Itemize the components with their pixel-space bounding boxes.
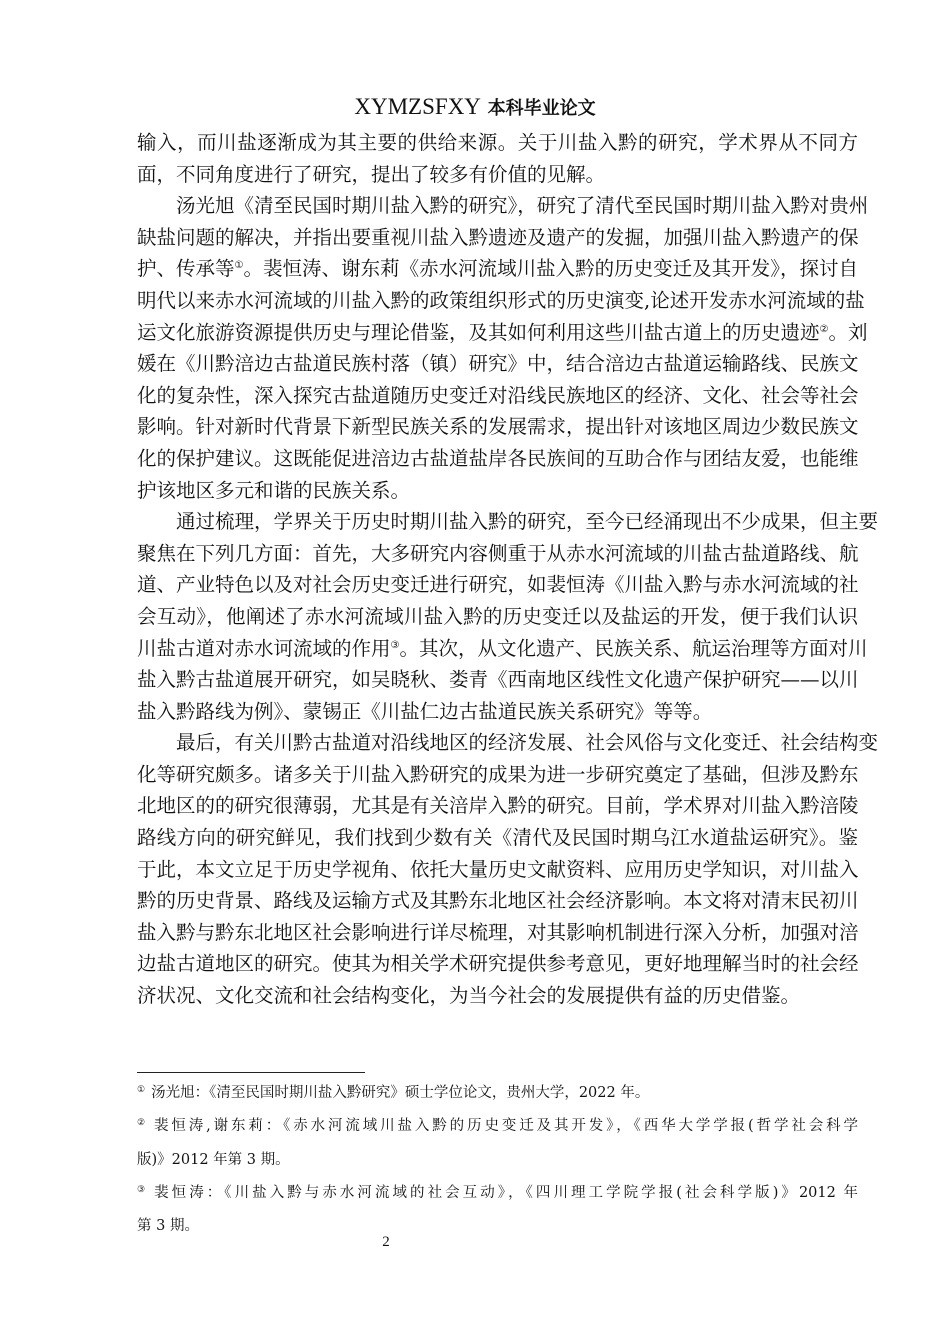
text-segment: 道、产业特色以及对社会历史变迁进行研究，如裴恒涛《川盐入黔与赤水河流域的社 xyxy=(137,573,859,597)
footnote-line xyxy=(137,1077,858,1110)
text-segment: 面，不同角度进行了研究，提出了较多有价值的见解。 xyxy=(137,162,606,186)
text-segment: 输入，而川盐逐渐成为其主要的供给来源。关于川盐入黔的研究，学术界从不同方 xyxy=(137,131,858,154)
paragraph-line xyxy=(137,443,858,475)
text-segment: 路线方向的研究鲜见，我们找到少数有关《清代及民国时期乌江水道盐运研究》。鉴 xyxy=(137,826,858,850)
paragraph-line xyxy=(137,285,865,317)
paragraph-line xyxy=(137,380,858,412)
footnote-line xyxy=(137,1144,858,1177)
footnote xyxy=(137,1110,858,1177)
paragraph-line xyxy=(137,633,868,665)
text-segment: 通过梳理，学界关于历史时期川盐入黔的研究，至今已经涌现出不少成果，但主要 xyxy=(176,510,879,534)
footnote xyxy=(137,1077,858,1110)
text-segment: 。裴恒涛、谢东莉《赤水河流域川盐入黔的历史变迁及其开发》，探讨自 xyxy=(243,257,858,281)
paragraph-line xyxy=(137,317,868,349)
paragraph xyxy=(137,127,858,190)
text-segment: 黔的历史背景、路线及运输方式及其黔东北地区社会经济影响。本文将对清末民初川 xyxy=(137,889,859,913)
footnotes xyxy=(137,1077,858,1243)
footnote-marker: ③ xyxy=(390,639,400,651)
text-segment: 盐入黔古盐道展开研究，如吴晓秋、娄青《西南地区线性文化遗产保护研究——以川 xyxy=(137,668,859,692)
text-segment: 裴恒涛,谢东莉：《赤水河流域川盐入黔的历史变迁及其开发》，《西华大学学报(哲学社会科学 xyxy=(153,1118,858,1135)
footnote-marker: ① xyxy=(234,260,244,272)
text-segment: 最后，有关川黔古盐道对沿线地区的经济发展、社会风俗与文化变迁、社会结构变 xyxy=(176,731,879,755)
text-segment: 影响。针对新时代背景下新型民族关系的发展需求，提出针对该地区周边少数民族文 xyxy=(137,415,859,439)
text-segment: 北地区的的研究很薄弱，尤其是有关涪岸入黔的研究。目前，学术界对川盐入黔涪陵 xyxy=(137,794,859,818)
footnote-line xyxy=(137,1110,858,1143)
text-segment: 汤光旭：《清至民国时期川盐入黔研究》硕士学位论文，贵州大学，2022 年。 xyxy=(151,1085,650,1101)
text-segment: 运文化旅游资源提供历史与理论借鉴，及其如何利用这些川盐古道上的历史遗迹 xyxy=(137,320,820,344)
paragraph xyxy=(137,506,879,727)
paragraph-line xyxy=(137,127,858,159)
paragraph-line xyxy=(137,601,858,633)
paragraph-line xyxy=(137,475,858,507)
paragraph-line xyxy=(137,506,879,538)
footnote-separator xyxy=(137,1072,365,1073)
paragraph-line xyxy=(137,790,858,822)
paragraph-line xyxy=(137,696,858,728)
text-segment: 护该地区多元和谐的民族关系。 xyxy=(137,478,411,502)
paragraph-line xyxy=(137,885,858,917)
paragraph-line xyxy=(137,190,869,222)
paragraph-line xyxy=(137,980,858,1012)
footnote-marker: ③ xyxy=(137,1184,149,1195)
paragraph-line xyxy=(137,727,879,759)
header-school-code: XYMZSFXY xyxy=(354,94,481,119)
text-segment: 明代以来赤水河流域的川盐入黔的政策组织形式的历史演变,论述开发赤水河流域的盐 xyxy=(137,288,865,312)
paragraph-line xyxy=(137,822,858,854)
text-segment: 第 3 期。 xyxy=(137,1218,199,1235)
text-segment: 盐入黔路线为例》、蒙锡正《川盐仁边古盐道民族关系研究》等等。 xyxy=(137,699,713,723)
paragraph-line xyxy=(137,917,858,949)
text-segment: 化的保护建议。这既能促进涪边古盐道盐岸各民族间的互助合作与团结友爱，也能维 xyxy=(137,446,859,470)
header-thesis-label: 本科毕业论文 xyxy=(487,98,596,119)
text-segment: 聚焦在下列几方面：首先，大多研究内容侧重于从赤水河流域的川盐古盐道路线、航 xyxy=(137,541,859,565)
paragraph-line xyxy=(137,854,858,886)
page-header xyxy=(0,92,950,124)
text-segment: 于此，本文立足于历史学视角、依托大量历史文献资料、应用历史学知识，对川盐入 xyxy=(137,857,859,881)
paragraph-line xyxy=(137,222,858,254)
text-segment: 边盐古道地区的研究。使其为相关学术研究提供参考意见，更好地理解当时的社会经 xyxy=(137,952,859,976)
text-segment: 媛在《川黔涪边古盐道民族村落（镇）研究》中，结合涪边古盐道运输路线、民族文 xyxy=(137,352,859,376)
text-segment: 汤光旭《清至民国时期川盐入黔的研究》，研究了清代至民国时期川盐入黔对贵州 xyxy=(176,194,869,218)
footnote-marker: ② xyxy=(137,1118,148,1129)
text-segment: 版)》2012 年第 3 期。 xyxy=(137,1151,290,1168)
footnote-marker: ② xyxy=(819,323,829,335)
paragraph-line xyxy=(137,948,858,980)
text-segment: 护、传承等 xyxy=(137,257,235,281)
text-segment: 济状况、文化交流和社会结构变化，为当今社会的发展提供有益的历史借鉴。 xyxy=(137,984,801,1008)
text-segment: 化的复杂性，深入探究古盐道随历史变迁对沿线民族地区的经济、文化、社会等社会 xyxy=(137,383,859,407)
paragraph-line xyxy=(137,538,858,570)
text-segment: 缺盐问题的解决，并指出要重视川盐入黔遗迹及遗产的发掘，加强川盐入黔遗产的保 xyxy=(137,225,859,249)
paragraph-line xyxy=(137,664,858,696)
text-segment: 盐入黔与黔东北地区社会影响进行详尽梳理，对其影响机制进行深入分析，加强对涪 xyxy=(137,920,859,944)
paragraph-line xyxy=(137,159,858,191)
paragraph-line xyxy=(137,569,858,601)
paragraph xyxy=(137,190,869,506)
paragraph xyxy=(137,727,879,1011)
paragraph-line xyxy=(137,411,858,443)
text-segment: 裴恒涛：《川盐入黔与赤水河流域的社会互动》，《四川理工学院学报(社会科学版)》2012 年 xyxy=(154,1184,858,1201)
page-number: 2 xyxy=(382,1234,390,1250)
footnote-marker: ① xyxy=(137,1085,146,1095)
text-segment: 会互动》，他阐述了赤水河流域川盐入黔的历史变迁以及盐运的开发，便于我们认识 xyxy=(137,604,858,628)
paragraph-line xyxy=(137,759,858,791)
text-segment: 。刘 xyxy=(828,320,868,344)
paragraph-line xyxy=(137,253,858,285)
footnote-line xyxy=(137,1177,858,1210)
text-segment: 。其次，从文化遗产、民族关系、航运治理等方面对川 xyxy=(399,636,868,660)
text-segment: 化等研究颇多。诸多关于川盐入黔研究的成果为进一步研究奠定了基础，但涉及黔东 xyxy=(137,762,859,786)
text-segment: 川盐古道对赤水诃流域的作用 xyxy=(137,636,391,660)
paragraph-line xyxy=(137,348,858,380)
body-text xyxy=(137,127,879,1012)
